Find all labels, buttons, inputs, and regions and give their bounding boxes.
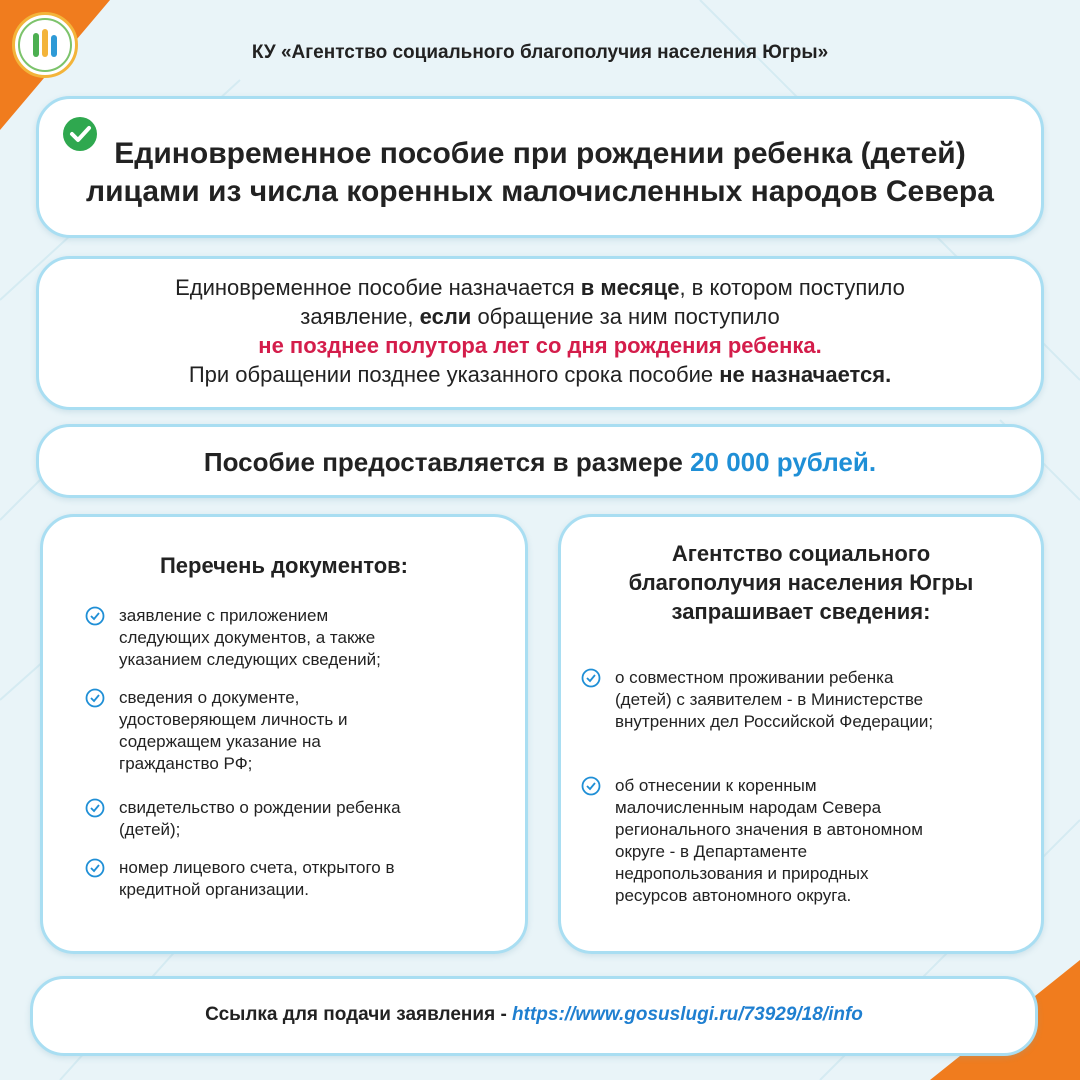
- check-circle-icon: [85, 606, 105, 626]
- item-line: недропользования и природных: [615, 864, 869, 883]
- page-title: [39, 135, 1041, 211]
- item-line: сведения о документе,: [119, 688, 300, 707]
- item-line: удостоверяющем личность и: [119, 710, 348, 729]
- info-bold-2: если: [419, 304, 472, 329]
- conditions-card: [36, 256, 1044, 410]
- item-line: номер лицевого счета, открытого в: [119, 858, 395, 877]
- deadline-highlight: не позднее полутора лет со дня рождения ребенка.: [258, 333, 822, 358]
- info-text-2: , в котором поступило: [679, 275, 905, 300]
- documents-title: Перечень документов:: [159, 553, 409, 578]
- list-item: [119, 687, 348, 775]
- check-circle-icon: [581, 668, 601, 688]
- info-text-1: Единовременное пособие назначается: [175, 275, 581, 300]
- item-line: гражданство РФ;: [119, 754, 253, 773]
- conditions-text: [69, 273, 1011, 389]
- application-link-card: [30, 976, 1038, 1056]
- gosuslugi-link[interactable]: https://www.gosuslugi.ru/73929/18/info: [512, 1004, 863, 1025]
- check-circle-icon: [85, 688, 105, 708]
- item-line: округе - в Департаменте: [615, 842, 808, 861]
- item-line: следующих документов, а также: [119, 628, 376, 647]
- item-line: ресурсов автономного округа.: [615, 886, 852, 905]
- check-circle-icon: [85, 858, 105, 878]
- item-line: внутренних дел Российской Федерации;: [615, 712, 934, 731]
- organization-name: КУ «Агентство социального благополучия населения Югры»: [251, 42, 829, 63]
- item-line: о совместном проживании ребенка: [615, 668, 894, 687]
- item-line: об отнесении к коренным: [615, 776, 817, 795]
- application-link-text: [33, 1004, 1035, 1026]
- check-circle-icon: [581, 776, 601, 796]
- list-item: [119, 797, 401, 841]
- list-item: [119, 857, 395, 901]
- amount-label: Пособие предоставляется в размере: [203, 447, 691, 477]
- title-line-2: лицами из числа коренных малочисленных народов Севера: [86, 175, 994, 208]
- requests-title-line: Агентство социального: [671, 541, 931, 566]
- item-line: регионального значения в автономном: [615, 820, 923, 839]
- check-circle-icon: [85, 798, 105, 818]
- info-text-3: заявление,: [300, 304, 420, 329]
- info-bold-1: в месяце: [580, 275, 680, 300]
- info-text-5: При обращении позднее указанного срока пособие: [188, 362, 720, 387]
- info-text-4: обращение за ним поступило: [471, 304, 780, 329]
- amount-text: [39, 447, 1041, 478]
- requests-title-line: благополучия населения Югры: [628, 570, 974, 595]
- item-line: содержащем указание на: [119, 732, 321, 751]
- documents-card: [40, 514, 528, 954]
- item-line: кредитной организации.: [119, 880, 310, 899]
- title-card: [36, 96, 1044, 238]
- requests-title: [561, 539, 1041, 626]
- requests-title-line: запрашивает сведения:: [671, 599, 931, 624]
- list-item: [615, 775, 923, 907]
- item-line: указанием следующих сведений;: [119, 650, 381, 669]
- item-line: свидетельство о рождении ребенка: [119, 798, 401, 817]
- amount-value: 20 000 рублей.: [690, 447, 877, 477]
- item-line: (детей);: [119, 820, 181, 839]
- list-item: [119, 605, 381, 671]
- item-line: заявление с приложением: [119, 606, 329, 625]
- info-bold-3: не назначается.: [719, 362, 892, 387]
- requests-card: [558, 514, 1044, 954]
- link-label: Ссылка для подачи заявления -: [205, 1004, 513, 1025]
- amount-card: [36, 424, 1044, 498]
- item-line: (детей) с заявителем - в Министерстве: [615, 690, 924, 709]
- item-line: малочисленным народам Севера: [615, 798, 882, 817]
- list-item: [615, 667, 933, 733]
- title-line-1: Единовременное пособие при рождении ребенка (детей): [114, 137, 966, 170]
